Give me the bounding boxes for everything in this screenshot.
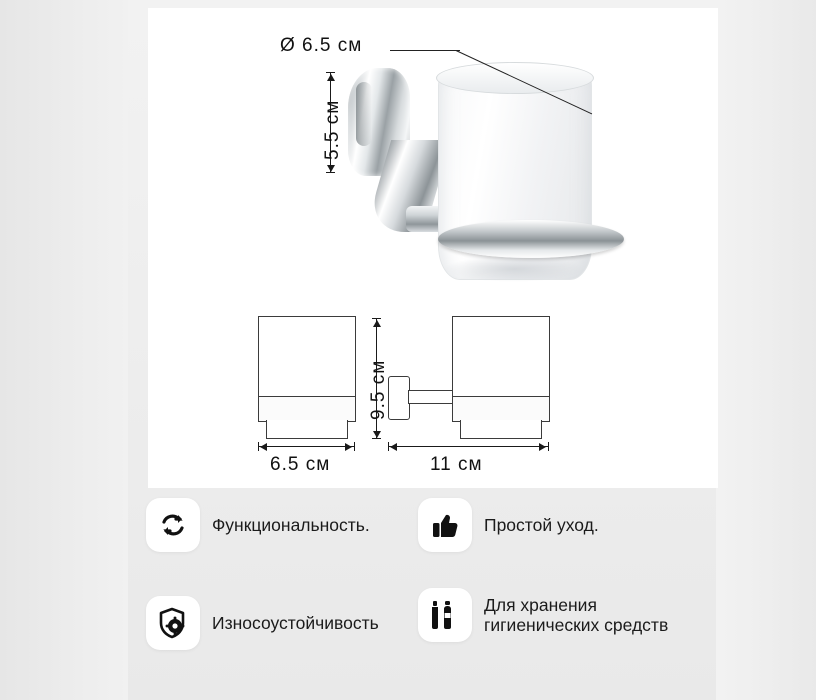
page-margin-right [716,0,816,700]
height-arrow-down [327,165,335,172]
chrome-ring [438,220,624,258]
diameter-dimension-label: Ø 6.5 см [280,35,363,56]
feature-list [128,488,728,694]
tech-height-tick-bottom [372,438,381,439]
tech-depth-arrow-left [390,443,397,451]
height-dimension-tick-bottom [326,172,335,173]
side-view-wall-plate [388,376,410,420]
page-margin-left [0,0,128,700]
tech-height-arrow-up [373,320,381,327]
feature-label-line2: гигиенических средств [484,615,669,635]
tech-width-tick-left [258,442,259,451]
height-dimension-label: 5.5 см [322,99,343,160]
feature-label: Функциональность. [212,514,370,535]
front-view-ring [258,396,356,422]
front-view-glass [258,316,356,398]
technical-drawing [248,308,668,478]
feature-label: Износоустойчивость [212,612,379,633]
feature-item-functionality [146,498,370,552]
tech-width-tick-right [354,442,355,451]
front-view-glass-base [266,420,348,439]
bottles-icon [418,588,472,642]
feature-item-easy-care [418,498,599,552]
tech-depth-arrow-right [539,443,546,451]
feature-label: Простой уход. [484,514,599,535]
tech-width-arrow-right [345,443,352,451]
height-dimension-tick-top [326,72,335,73]
diameter-leader-line-2 [390,50,460,51]
product-illustration [238,20,638,300]
feature-item-durability [146,596,379,650]
tech-depth-tick-left [388,442,389,451]
glass-shadow [444,256,584,282]
tech-height-tick-top [372,318,381,319]
tech-width-dimension-line [258,446,354,447]
side-view-arm [408,390,454,404]
tech-depth-tick-right [548,442,549,451]
illustration-canvas [148,8,718,488]
side-view-glass-base [460,420,542,439]
side-view-glass [452,316,550,398]
feature-item-storage [418,588,668,642]
tech-width-dimension-label: 6.5 см [270,454,331,475]
thumbs-up-icon [418,498,472,552]
tech-depth-dimension-line [388,446,548,447]
tech-depth-dimension-label: 11 см [430,454,483,475]
tech-height-arrow-down [373,431,381,438]
feature-label-line1: Для хранения [484,594,597,615]
recycle-arrows-icon [146,498,200,552]
height-arrow-up [327,74,335,81]
tech-height-dimension-label: 9.5 см [368,359,389,420]
shield-gear-icon [146,596,200,650]
side-view-ring [452,396,550,422]
feature-label [484,595,668,635]
tech-width-arrow-left [260,443,267,451]
